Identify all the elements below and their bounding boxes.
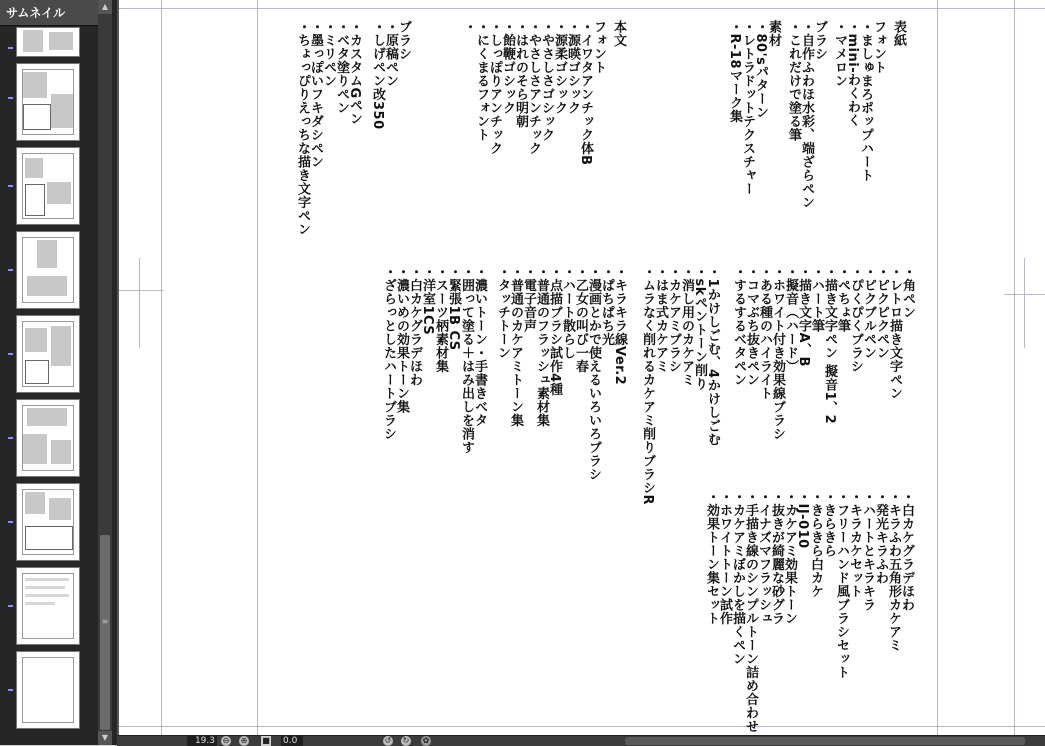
vertical-text-line: ・ <box>461 20 476 34</box>
vertical-text-line: ・きらきら <box>821 490 836 558</box>
page-thumbnail[interactable] <box>16 483 80 561</box>
vertical-text-line: ・フリーハンド風ブラシセット <box>834 490 849 679</box>
guide-line <box>161 0 162 735</box>
vertical-text-line: ・にくまるフォント <box>474 20 489 142</box>
vertical-text-line: ・キラふわ五角形カケアミ <box>886 490 901 652</box>
vertical-text-line: ・タッチトーン <box>495 265 510 360</box>
horizontal-scrollbar[interactable] <box>625 737 1025 745</box>
page-thumbnail[interactable] <box>16 63 80 141</box>
vertical-text-line: ・イナズマフラッシュ <box>756 490 771 625</box>
vertical-text-line: フォント <box>591 20 606 74</box>
vertical-text-line: ブラシ <box>812 20 827 61</box>
vertical-text-line: ・源柔ゴシック <box>552 20 567 115</box>
thumbnail-list <box>0 27 98 733</box>
zoom-field[interactable]: 19.3 <box>187 736 217 746</box>
vertical-text-line: ・擬音（ハード） <box>783 265 798 373</box>
status-bar <box>117 735 1045 746</box>
scroll-grip-icon: ≡ <box>101 617 109 626</box>
vertical-text-line: ・80'sパターン <box>753 20 768 120</box>
vertical-text-line: ・skペントーン削り <box>692 265 707 391</box>
vertical-text-line: ・発光キラふわ <box>873 490 888 585</box>
vertical-text-line: ・マメロン <box>832 20 847 88</box>
vertical-text-line: ・墨っぽいフキダシペン <box>308 20 323 169</box>
rotation-field[interactable]: 0.0 <box>281 736 303 746</box>
scroll-down-arrow-icon[interactable]: ▼ <box>98 731 112 745</box>
vertical-text-line: ・IJ-010 <box>795 490 810 549</box>
vertical-text-line: ・普通のフラッシュ素材集 <box>534 265 549 427</box>
vertical-text-line: ・囲って塗る＋はみ出しを消す <box>459 265 474 454</box>
page-thumbnail[interactable] <box>16 147 80 225</box>
page-thumbnail[interactable] <box>16 27 80 57</box>
guide-line <box>119 8 1045 9</box>
canvas-page[interactable] <box>117 0 1045 735</box>
page-thumbnail[interactable] <box>16 399 80 477</box>
vertical-text-line: ・緊張1B CS <box>446 265 461 351</box>
vertical-text-line: 素材 <box>766 20 781 47</box>
vertical-text-line: ・スーツ柄素材集 <box>433 265 448 373</box>
vertical-text-line: ・濃いめの効果トーン集 <box>394 265 409 414</box>
vertical-text-line: ・ぺちょ筆 <box>835 265 850 333</box>
thumbnail-scrollbar[interactable] <box>98 0 112 745</box>
vertical-text-line: ・カスタムGペン <box>347 20 362 126</box>
vertical-text-line: ・電子音声 <box>521 265 536 333</box>
guide-line <box>119 290 164 291</box>
vertical-text-line: ・キラキラ線Ver.2 <box>612 265 627 386</box>
vertical-text-line: ・やさしさアンチック <box>526 20 541 155</box>
vertical-text-line: ・やさしさゴシック <box>539 20 554 142</box>
rotate-left-icon[interactable]: ↺ <box>384 736 392 745</box>
vertical-text-line: ・これだけで塗る筆 <box>786 20 801 142</box>
vertical-text-line: ・効果トーン集セット <box>704 490 719 625</box>
vertical-text-line: ・キラカケセット <box>847 490 862 598</box>
vertical-text-line: ・ちょっぴりえっちな描き文字ペン <box>295 20 310 236</box>
rotate-right-icon[interactable]: ↻ <box>402 736 410 745</box>
vertical-text-line: ・白カケグラデほわ <box>899 490 914 612</box>
scrollbar-thumb[interactable] <box>100 535 110 730</box>
vertical-text-line: ・レトラドットテクスチャー <box>740 20 755 196</box>
vertical-text-line: ・ハート散らし <box>560 265 575 360</box>
vertical-text-line: ・ピクピクペン <box>874 265 889 360</box>
vertical-text-line: ・カケアミぼかしを描くペン <box>730 490 745 666</box>
vertical-text-line: ・コマぶち抜きペン <box>744 265 759 387</box>
vertical-text-line: ・カケアミブラシ <box>666 265 681 373</box>
vertical-text-line: ・ましゅまろポップハート <box>858 20 873 182</box>
vertical-text-line: 表紙 <box>891 20 906 47</box>
vertical-text-line: ・mini-わくわく <box>845 20 860 128</box>
vertical-text-line: ・描き文字A、B <box>796 265 811 367</box>
vertical-text-line: ・しっぽりアンチック <box>487 20 502 155</box>
vertical-text-line: ・飴鞭ゴシック <box>500 20 515 115</box>
vertical-text-line: フォント <box>871 20 886 74</box>
vertical-text-line: ・洋室1CS <box>420 265 435 336</box>
scroll-up-arrow-icon[interactable]: ▲ <box>98 0 112 14</box>
vertical-text-line: ・ぴくぴくブラシ <box>848 265 863 373</box>
vertical-text-line: ・ハートとキラキラ <box>860 490 875 612</box>
vertical-text-line: ・ベタ塗りペン <box>334 20 349 115</box>
vertical-text-line: ・普通のカケアミトーン集 <box>508 265 523 427</box>
thumbnail-panel-title: サムネイル <box>0 0 105 26</box>
guide-line <box>1014 0 1015 735</box>
vertical-text-line: ・ぱちぱち光 <box>599 265 614 346</box>
vertical-text-line: ・原稿ペン <box>383 20 398 88</box>
thumbnail-panel <box>0 0 117 745</box>
vertical-text-line: ・漫画とかで使えるいろいろブラシ <box>586 265 601 481</box>
vertical-text-line: ・R-18マーク集 <box>727 20 742 123</box>
vertical-text-line: ・手描き線のシンプルトーン詰め合わせ <box>743 490 758 733</box>
page-thumbnail[interactable] <box>16 567 80 645</box>
vertical-text-line: ・するするベタペン <box>731 265 746 387</box>
vertical-text-line: ・はれのそら明朝 <box>513 20 528 128</box>
vertical-text-line: ・源暎ゴシック <box>565 20 580 115</box>
vertical-text-line: ・白カケグラデほわ <box>407 265 422 387</box>
guide-line <box>139 258 140 348</box>
vertical-text-line: ・角ペン <box>900 265 915 319</box>
vertical-text-line: ・ある種のハイライト <box>757 265 772 400</box>
vertical-text-line: ・ざらっとしたハートブラシ <box>381 265 396 441</box>
reset-rotation-icon[interactable]: ✿ <box>422 736 430 745</box>
vertical-text-line: ・ミリペン <box>321 20 336 88</box>
vertical-text-line: ・1かけしごむ、4かけしごむ <box>705 265 720 447</box>
guide-line <box>119 726 1045 727</box>
guide-line <box>1024 258 1025 348</box>
page-thumbnail[interactable] <box>16 651 80 729</box>
vertical-text-line: ・レトロ描き文字ペン <box>887 265 902 400</box>
vertical-text-line: ・乙女の叫び一春 <box>573 265 588 373</box>
zoom-in-icon[interactable]: ⊕ <box>240 736 248 745</box>
vertical-text-line: ・描き文字ペン 擬音1、2 <box>822 265 837 425</box>
vertical-text-line: ブラシ <box>396 20 411 61</box>
page-thumbnail[interactable] <box>16 315 80 393</box>
vertical-text-line: ・ホワイト付き効果線ブラシ <box>770 265 785 441</box>
vertical-text-line: ・抜きが綺麗な砂グラ <box>769 490 784 625</box>
zoom-out-icon[interactable]: ⊖ <box>222 736 230 745</box>
vertical-text-line: ・はま式カケアミ <box>653 265 668 373</box>
vertical-text-line: ・ハート筆 <box>809 265 824 333</box>
fit-page-icon[interactable]: ■ <box>262 736 270 745</box>
vertical-text-line: ・しげペン改350 <box>370 20 385 130</box>
vertical-text-line: 本文 <box>611 20 626 47</box>
vertical-text-line: ・消し用のカケアミ <box>679 265 694 387</box>
vertical-text-line: ・点描ブラシ試作4種 <box>547 265 562 397</box>
guide-line <box>257 0 258 735</box>
guide-line <box>937 0 938 735</box>
vertical-text-line: ・イワタアンチック体B <box>578 20 593 166</box>
vertical-text-line: ・ピクブルペン <box>861 265 876 360</box>
vertical-text-line: ・濃いトーン・手書きベタ <box>472 265 487 427</box>
vertical-text-line: ・ムラなく削れるカケアミ削りブラシR <box>640 265 655 506</box>
vertical-text-line: ・自作ふわほ水彩、端ざらペン <box>799 20 814 209</box>
vertical-text-line: ・きらきら白カケ <box>808 490 823 598</box>
page-thumbnail[interactable] <box>16 231 80 309</box>
vertical-text-line: ・ホワイトトーン試作 <box>717 490 732 625</box>
vertical-text-line: ・カケアミ効果トーン <box>782 490 797 625</box>
